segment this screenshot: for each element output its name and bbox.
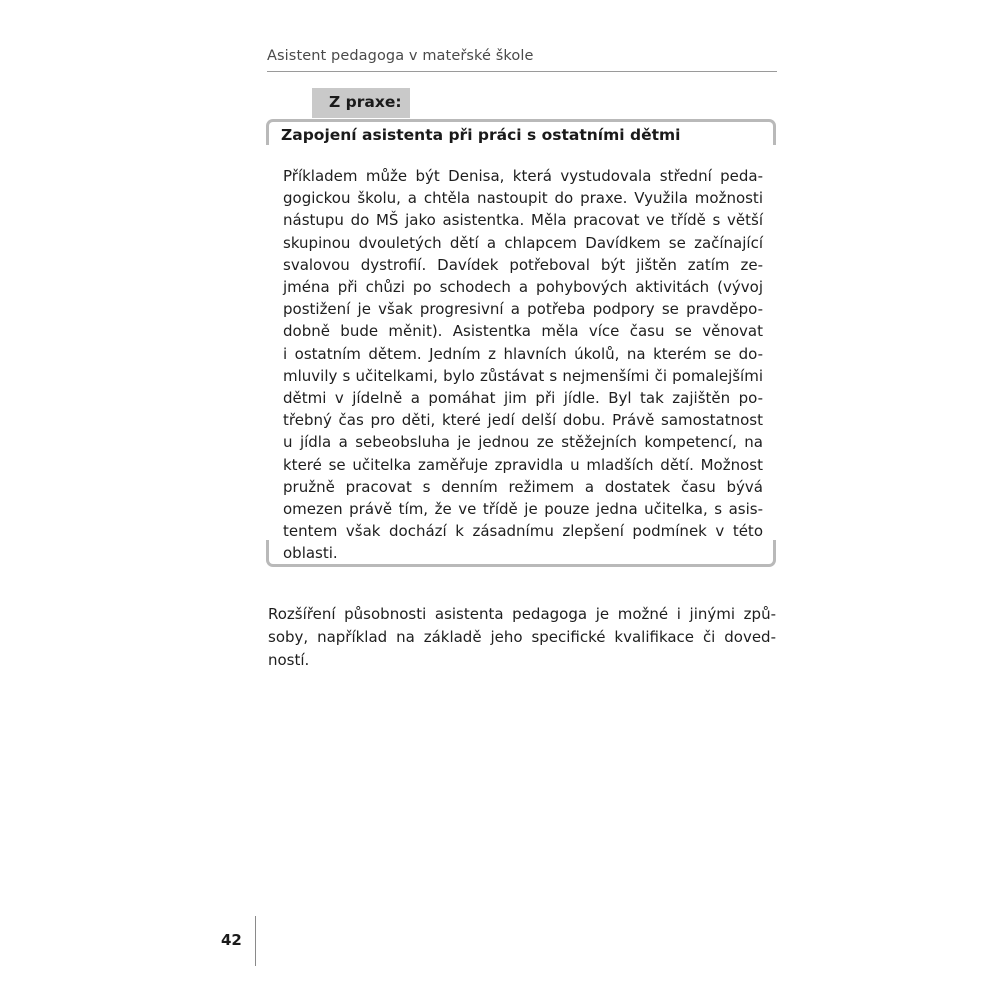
- body-paragraph: [268, 603, 776, 672]
- practice-box-line: u jídla a sebeobsluha je jednou ze stěžejních kompetencí, na: [283, 433, 763, 452]
- practice-box-line: dobně bude měnit). Asistentka měla více času se věnovat: [283, 322, 763, 341]
- practice-box-line: tentem však dochází k zásadnímu zlepšení podmínek v této: [283, 522, 763, 541]
- practice-box-line: dětmi v jídelně a pomáhat jim při jídle. Byl tak zajištěn po-: [283, 389, 763, 408]
- practice-box-title: Zapojení asistenta při práci s ostatními dětmi: [281, 126, 681, 144]
- header-divider: [267, 71, 777, 72]
- practice-box-line: i ostatním dětem. Jedním z hlavních úkolů, na kterém se do-: [283, 344, 763, 363]
- practice-box-line: mluvily s učitelkami, bylo zůstávat s nejmenšími či pomalejšími: [283, 366, 763, 385]
- practice-box-line: Příkladem může být Denisa, která vystudovala střední peda-: [283, 167, 763, 185]
- practice-box-line: třebný čas pro děti, které jedí delší dobu. Právě samostatnost: [283, 411, 763, 430]
- practice-box-line: nástupu do MŠ jako asistentka. Měla pracovat ve třídě s větší: [283, 211, 763, 230]
- page-number: 42: [221, 931, 242, 949]
- body-line: soby, například na základě jeho specifické kvalifikace či doved-: [268, 628, 776, 646]
- practice-box-line: oblasti.: [283, 544, 338, 563]
- body-line: Rozšíření působnosti asistenta pedagoga je možné i jinými způ-: [268, 605, 776, 623]
- practice-box-line: které se učitelka zaměřuje zpravidla u mladších dětí. Možnost: [283, 455, 763, 474]
- practice-box-line: omezen právě tím, že ve třídě je pouze jedna učitelka, s asis-: [283, 500, 763, 519]
- practice-box-line: jména při chůzi po schodech a pohybových aktivitách (vývoj: [283, 278, 763, 297]
- practice-box-line: svalovou dystrofií. Davídek potřeboval být jištěn zatím ze-: [283, 255, 763, 274]
- practice-box-line: pružně pracovat s denním režimem a dostatek času bývá: [283, 477, 763, 496]
- footer-divider: [255, 916, 256, 966]
- practice-box-line: skupinou dvouletých dětí a chlapcem Davídkem se začínající: [283, 233, 763, 252]
- body-line: ností.: [268, 651, 310, 669]
- practice-box-bottom-border: [266, 540, 776, 567]
- practice-box-line: gogickou školu, a chtěla nastoupit do praxe. Využila možnosti: [283, 189, 763, 208]
- practice-tab-label: Z praxe:: [312, 88, 410, 118]
- practice-box-line: postižení je však progresivní a potřeba podpory se pravděpo-: [283, 300, 763, 319]
- running-header: Asistent pedagoga v mateřské škole: [267, 48, 534, 64]
- practice-box-body: [283, 165, 763, 565]
